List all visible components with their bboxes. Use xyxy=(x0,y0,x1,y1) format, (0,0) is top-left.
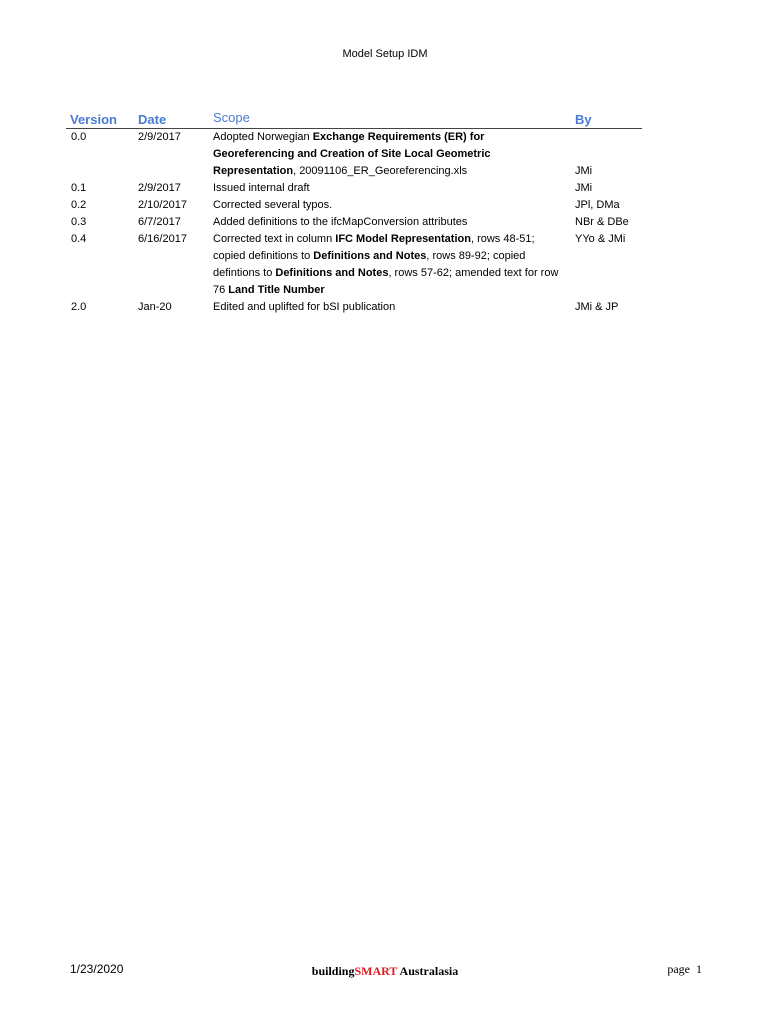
scope-text: , rows 89-92; copied defintions to xyxy=(213,250,526,279)
header-version: Version xyxy=(70,112,117,127)
cell-date: 6/7/2017 xyxy=(138,216,181,228)
cell-version: 0.3 xyxy=(71,216,87,228)
cell-version: 0.2 xyxy=(71,199,87,211)
cell-version: 0.1 xyxy=(71,182,87,194)
cell-scope: Issued internal draft xyxy=(213,182,310,194)
table-row xyxy=(66,231,642,299)
scope-text: Corrected text in column xyxy=(213,233,336,245)
page-label: page xyxy=(667,962,690,976)
header-scope: Scope xyxy=(213,110,250,125)
cell-scope xyxy=(213,231,563,299)
scope-text: , rows 48-51; copied definitions to xyxy=(213,233,535,262)
footer-organization xyxy=(0,964,770,979)
header-date: Date xyxy=(138,112,167,127)
org-prefix: building xyxy=(311,964,355,978)
cell-date: 2/10/2017 xyxy=(138,199,187,211)
cell-by: NBr & DBe xyxy=(575,216,629,228)
cell-version: 0.4 xyxy=(71,233,87,245)
cell-by: JMi xyxy=(575,182,593,194)
table-row xyxy=(66,197,642,214)
scope-bold-text: Land Title Number xyxy=(228,284,325,296)
cell-date: Jan-20 xyxy=(138,301,172,313)
org-suffix: Australasia xyxy=(397,964,459,978)
table-row xyxy=(66,129,642,180)
cell-scope: Corrected several typos. xyxy=(213,199,333,211)
table-row xyxy=(66,180,642,197)
scope-text: , 20091106_ER_Georeferencing.xls xyxy=(293,165,468,177)
table-header-row xyxy=(66,108,642,129)
cell-version: 0.0 xyxy=(71,131,87,143)
cell-scope: Edited and uplifted for bSI publication xyxy=(213,301,396,313)
cell-by: JPl, DMa xyxy=(575,199,620,211)
page-number: 1 xyxy=(696,962,702,976)
cell-version: 2.0 xyxy=(71,301,87,313)
scope-bold-text: Exchange Requirements (ER) for Georeferencing and Creation of Site Local Geometric Representation xyxy=(213,131,491,177)
revision-table xyxy=(66,108,642,316)
org-accent: SMART xyxy=(354,964,398,978)
scope-text: , rows 57-62; amended text for row 76 xyxy=(213,267,559,296)
cell-by: JMi xyxy=(575,165,593,177)
cell-by: YYo & JMi xyxy=(575,233,626,245)
table-row xyxy=(66,214,642,231)
cell-scope xyxy=(213,129,563,180)
scope-text: Adopted Norwegian xyxy=(213,131,313,143)
footer-date: 1/23/2020 xyxy=(70,962,124,976)
cell-date: 2/9/2017 xyxy=(138,131,181,143)
table-row xyxy=(66,299,642,316)
scope-bold-text: Definitions and Notes xyxy=(275,267,389,279)
cell-by: JMi & JP xyxy=(575,301,619,313)
footer-page-number xyxy=(667,962,702,977)
document-title: Model Setup IDM xyxy=(342,48,428,60)
scope-bold-text: IFC Model Representation xyxy=(335,233,471,245)
cell-scope: Added definitions to the ifcMapConversion attributes xyxy=(213,216,468,228)
scope-bold-text: Definitions and Notes xyxy=(313,250,427,262)
cell-date: 2/9/2017 xyxy=(138,182,181,194)
cell-date: 6/16/2017 xyxy=(138,233,187,245)
header-by: By xyxy=(575,112,592,127)
